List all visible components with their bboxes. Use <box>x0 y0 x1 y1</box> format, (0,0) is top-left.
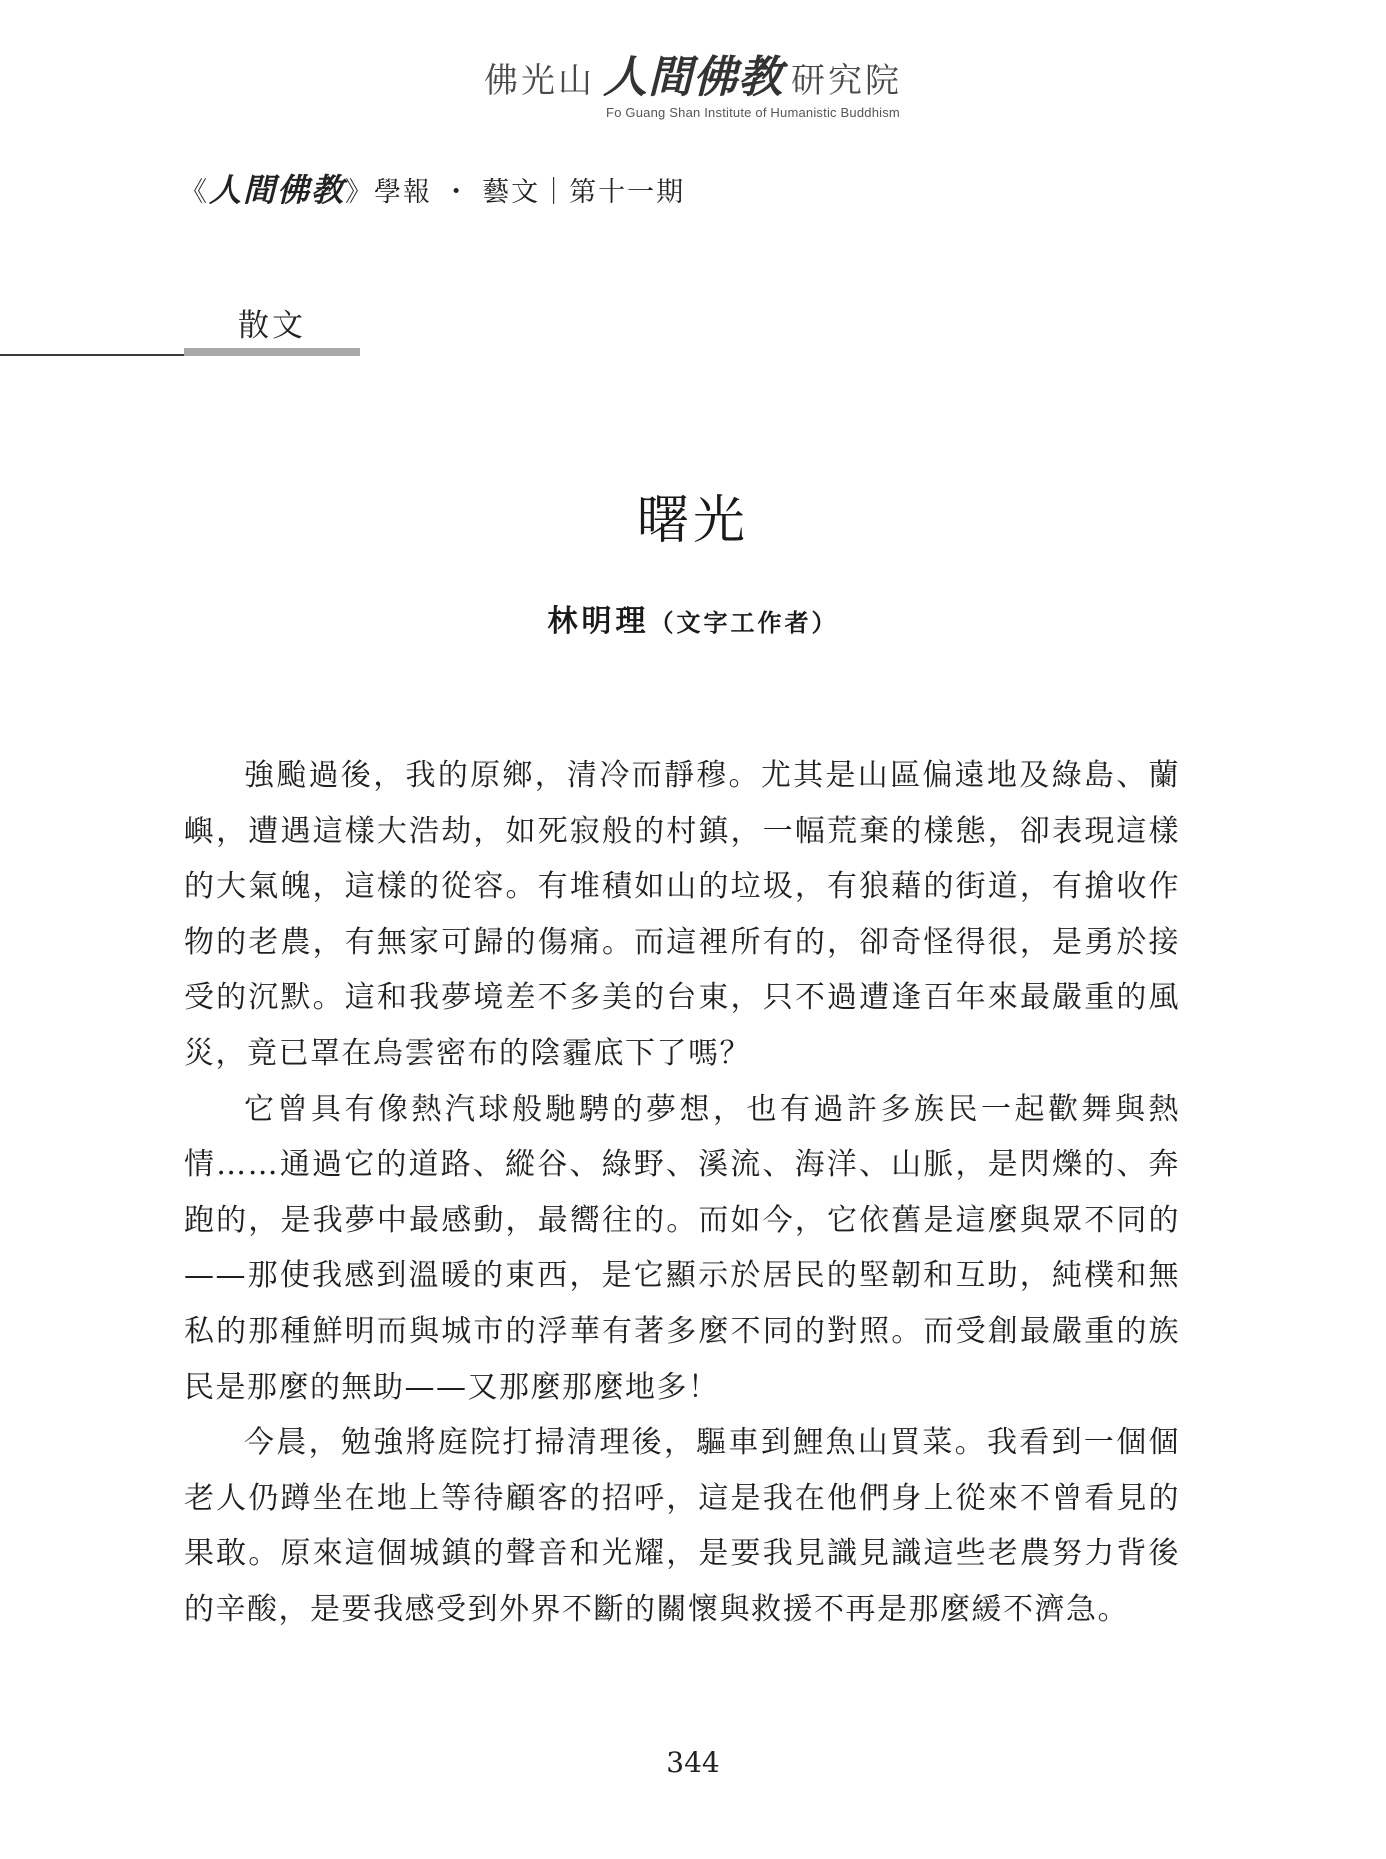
author-name: 林明理 <box>547 604 650 639</box>
journal-brand: 人間佛教 <box>209 171 346 209</box>
article-body <box>184 748 1180 1638</box>
institute-header <box>0 52 1386 120</box>
institute-name <box>0 52 1386 103</box>
author-role: （文字工作者） <box>649 608 839 637</box>
section-label: 散文 <box>238 308 306 344</box>
journal-running-header <box>180 165 685 211</box>
article-title: 曙光 <box>636 491 749 551</box>
body-paragraph: 它曾具有像熱汽球般馳騁的夢想，也有過許多族民一起歡舞與熱情……通過它的道路、縱谷、綠野、溪流、海洋、山脈，是閃爍的、奔跑的，是我夢中最感動，最嚮往的。而如今，它依舊是這麼與眾不同的——那使我感到溫暖的東西，是它顯示於居民的堅韌和互助，純樸和無私的那種鮮明而與城市的浮華有著多麼不同的對照。而受創最嚴重的族民是那麼的無助——又那麼那麼地多！ <box>184 1091 1180 1405</box>
body-paragraph: 今晨，勉強將庭院打掃清理後，驅車到鯉魚山買菜。我看到一個個老人仍蹲坐在地上等待顧客的招呼，這是我在他們身上從來不曾看見的果敢。原來這個城鎮的聲音和光耀，是要我見識見識這些老農努力背後的辛酸，是要我感受到外界不斷的關懷與救援不再是那麼緩不濟急。 <box>184 1425 1180 1627</box>
journal-issue: 》學報 ・ 藝文｜第十一期 <box>345 177 686 208</box>
article-byline <box>0 596 1386 640</box>
institute-english-name: Fo Guang Shan Institute of Humanistic Buddhism <box>606 105 900 120</box>
page-number: 344 <box>666 1746 720 1779</box>
section-divider-bar <box>184 348 360 356</box>
institute-brand-logo: 人間佛教 <box>603 52 783 103</box>
body-paragraph: 強颱過後，我的原鄉，清冷而靜穆。尤其是山區偏遠地及綠島、蘭嶼，遭遇這樣大浩劫，如死寂般的村鎮，一幅荒棄的樣態，卻表現這樣的大氣魄，這樣的從容。有堆積如山的垃圾，有狼藉的街道，有搶收作物的老農，有無家可歸的傷痛。而這裡所有的，卻奇怪得很，是勇於接受的沉默。這和我夢境差不多美的台東，只不過遭逢百年來最嚴重的風災，竟已罩在烏雲密布的陰霾底下了嗎？ <box>184 758 1180 1071</box>
institute-suffix: 研究院 <box>791 61 902 101</box>
journal-open-bracket: 《 <box>180 177 209 208</box>
institute-prefix: 佛光山 <box>484 61 595 101</box>
